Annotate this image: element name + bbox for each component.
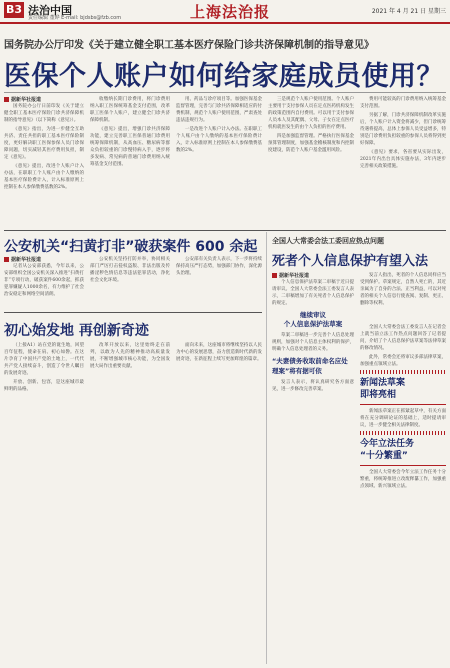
origin-column-1 <box>4 342 84 664</box>
red-rule <box>360 465 446 466</box>
issue-date: 2021 年 4 月 21 日 星期三 <box>371 8 446 15</box>
paragraph: 个人信息保护法草案二审稿于近日提请审议。全国人大常委会法工委发言人表示，二审稿增加了有关死者个人信息保护的规定。 <box>272 280 354 306</box>
paragraph: 收缴纳长期门诊费用，将门诊费用纳入职工医保统筹基金支付范围，改革职工医保个人账户，建立健全门诊共济保障机制。 <box>90 97 170 123</box>
paragraph: 草案二审稿进一步完善个人信息处理规则，加强对个人信息主体权利的保护，明确个人信息处理者的义务。 <box>272 333 354 352</box>
paragraph: 全国人大常委会法工委发言人在记者会上就当前立法工作热点问题回答了记者提问，介绍了个人信息保护法草案等法律草案的修改情况。 <box>360 325 446 351</box>
npc-kicker: 全国人大常委会法工委回应热点问题 <box>272 237 384 245</box>
lead-column-3 <box>176 96 262 228</box>
police-column-1 <box>4 256 84 308</box>
npc-column-2 <box>360 272 446 322</box>
paragraph: 一是改进个人账户计入办法。在职职工个人账户由个人缴纳的基本医疗保险费计入，计入标准原则上控制在本人参保缴费基数的2%。 <box>176 127 262 153</box>
lead-column-5 <box>360 96 446 228</box>
divider <box>4 312 262 313</box>
lead-headline-mark: ？ <box>416 62 444 92</box>
paragraph: 《意见》指出，为进一步健全互助共济、责任共担的职工基本医疗保险制度，更好解决职工医保参保人员门诊保障问题，切实减轻其医疗费用负担，制定《意见》。 <box>4 127 84 160</box>
divider <box>4 92 446 93</box>
hatch-rule <box>360 370 446 374</box>
police-column-2 <box>90 256 170 308</box>
paragraph: 四是加强监督管理。严格执行医保基金预算管理制度，加强基金稽核制度和内控制度建设，防范个人账户基金滥用风险。 <box>268 134 354 153</box>
lead-headline <box>4 54 443 93</box>
hatch-rule <box>360 431 446 435</box>
side-subhead: “十分繁重” <box>360 451 408 461</box>
page-header <box>0 0 450 24</box>
police-byline: 据新华社报道 <box>4 256 84 263</box>
npc-headline: 死者个人信息保护有望入法 <box>272 254 429 269</box>
paragraph: 国务院办公厅日前印发《关于建立健全职工基本医疗保险门诊共济保障机制的指导意见》（以下简称《意见》）。 <box>4 104 84 123</box>
npc-subhead: “夫妻债务收取前命名应处理案”将有据可依 <box>272 357 348 375</box>
paragraph: 记者从公安部获悉，今年以来，公安部组织全国公安机关深入推进“扫黄打非”专项行动，破获案件600余起，抓获犯罪嫌疑人1000余名，有力维护了社会治安稳定和网络空间清朗。 <box>4 264 84 297</box>
lead-column-2 <box>90 96 170 228</box>
police-headline: 公安机关“扫黄打非”破获案件 600 余起 <box>4 239 258 255</box>
lead-headline-text: 医保个人账户如何给家庭成员使用 <box>4 61 417 92</box>
paragraph: 发言人表示，将认真研究各方面意见，进一步修改完善草案。 <box>272 380 354 392</box>
npc-sidebar <box>360 324 446 664</box>
side-subhead: 新闻法草案 <box>360 378 406 388</box>
npc-byline: 据新华社报道 <box>272 272 354 279</box>
page-number: B3 <box>5 3 23 16</box>
paragraph: 公安部有关负责人表示，下一步将持续保持高压严打态势，加强部门协作，深化源头治理。 <box>176 257 262 276</box>
paragraph: 《意见》提出，改进个人账户计入办法，在职职工个人账户由个人缴纳的基本医疗保险费计入，计入标准原则上控制在本人参保缴费基数的2%。 <box>4 164 84 190</box>
paragraph: 用、药品与诊疗项目等。加强医保基金监督管理，完善与门诊共济保障相适应的付费机制，规范个人账户使用范围，严肃查处违法违规行为。 <box>176 97 262 123</box>
police-column-3 <box>176 256 262 308</box>
npc-column-1 <box>272 272 354 664</box>
paragraph: （上接A1）站在党的诞生地，回望百年征程，使命在肩、初心如磐。在这片孕育了中国共产党的土地上，一代代共产党人接续奋斗，创造了令世人瞩目的发展奇迹。 <box>4 343 84 376</box>
paragraph: 《意见》提出，增强门诊共济保障功能，建立完善职工医保普通门诊费用统筹保障机制，从高血压、糖尿病等群众负担较重的门诊慢特病入手，逐步将多发病、常见病的普通门诊费用纳入统筹基金支付范围。 <box>90 127 170 167</box>
side-subhead: 即将亮相 <box>360 390 397 400</box>
paragraph: 另据了解，门诊共济保障机制改革实施后，个人账户计入资金将减少，但门诊统筹待遇将提高，总体上参保人员受益增多，特别是门诊费用负担较重的参保人员将得到更好保障。 <box>360 113 446 146</box>
origin-headline: 初心始发地 再创新奇迹 <box>4 323 149 339</box>
side-subhead: 今年立法任务 <box>360 439 415 449</box>
paragraph: 此外，常委会还将审议多部法律草案，加强重点领域立法。 <box>360 355 446 367</box>
paragraph: 公安机关坚持打防并举，协同相关部门严厉打击侵权盗版、非法出版及传播淫秽色情信息等违法犯罪活动，净化社会文化环境。 <box>90 257 170 283</box>
paragraph: 开放、创新、包容，是这座城市最鲜明的品格。 <box>4 380 84 392</box>
origin-column-2 <box>90 342 170 664</box>
paragraph: 改革开放以来，这里始终走在前列，以敢为人先的精神推动高质量发展，不断增强城市核心功能，为全国发展大局作出重要贡献。 <box>90 343 170 369</box>
lead-byline: 据新华社报道 <box>4 96 84 103</box>
npc-subhead: 继续审议 <box>300 311 326 319</box>
column-divider <box>266 232 267 664</box>
paragraph: 发言人指出，死者的个人信息同样应当受到保护。草案规定，自然人死亡的，其近亲属为了自身的合法、正当利益，可以对死者的相关个人信息行使查阅、复制、更正、删除等权利。 <box>360 273 446 306</box>
lead-kicker: 国务院办公厅印发《关于建立健全职工基本医疗保险门诊共济保障机制的指导意见》 <box>4 40 374 51</box>
npc-subhead: 个人信息保护法草案 <box>283 320 343 328</box>
divider <box>4 230 446 231</box>
newspaper-masthead: 上海法治报 <box>190 3 271 21</box>
paragraph: 三是规范个人账户使用范围。个人账户主要用于支付参保人员在定点医药机构发生的政策范围内自付费用。可以用于支付参保人员本人及其配偶、父母、子女在定点医疗机构就医发生的由个人负担的医疗费用。 <box>268 97 354 130</box>
section-title: 法治中国 <box>28 4 72 17</box>
paragraph: 费用可能较高的门诊费用纳入统筹基金支付范围。 <box>360 97 446 109</box>
paragraph: 面向未来，这座城市将继续坚持以人民为中心的发展思想，奋力创造新时代新的发展奇迹，在新征程上续写更加辉煌的篇章。 <box>176 343 262 362</box>
paragraph: 新闻法草案正在抓紧起草中，有关方面将在充分调研论证的基础上，适时提请审议，进一步健全相关法律制度。 <box>360 409 446 428</box>
paragraph: 《意见》要求，各省要从实际出发，2021年内出台具体实施办法，3年内逐步完善相关政策措施。 <box>360 150 446 169</box>
paragraph: 全国人大常委会今年立法工作任务十分繁重，将统筹推进立改废释纂工作，加强重点领域、新兴领域立法。 <box>360 470 446 489</box>
red-rule <box>360 404 446 405</box>
origin-column-3 <box>176 342 262 664</box>
lead-column-4 <box>268 96 354 228</box>
lead-column-1 <box>4 96 84 228</box>
editor-line: 责任编辑 董晔 E-mail: bjdsbs@fzb.com <box>28 15 122 21</box>
